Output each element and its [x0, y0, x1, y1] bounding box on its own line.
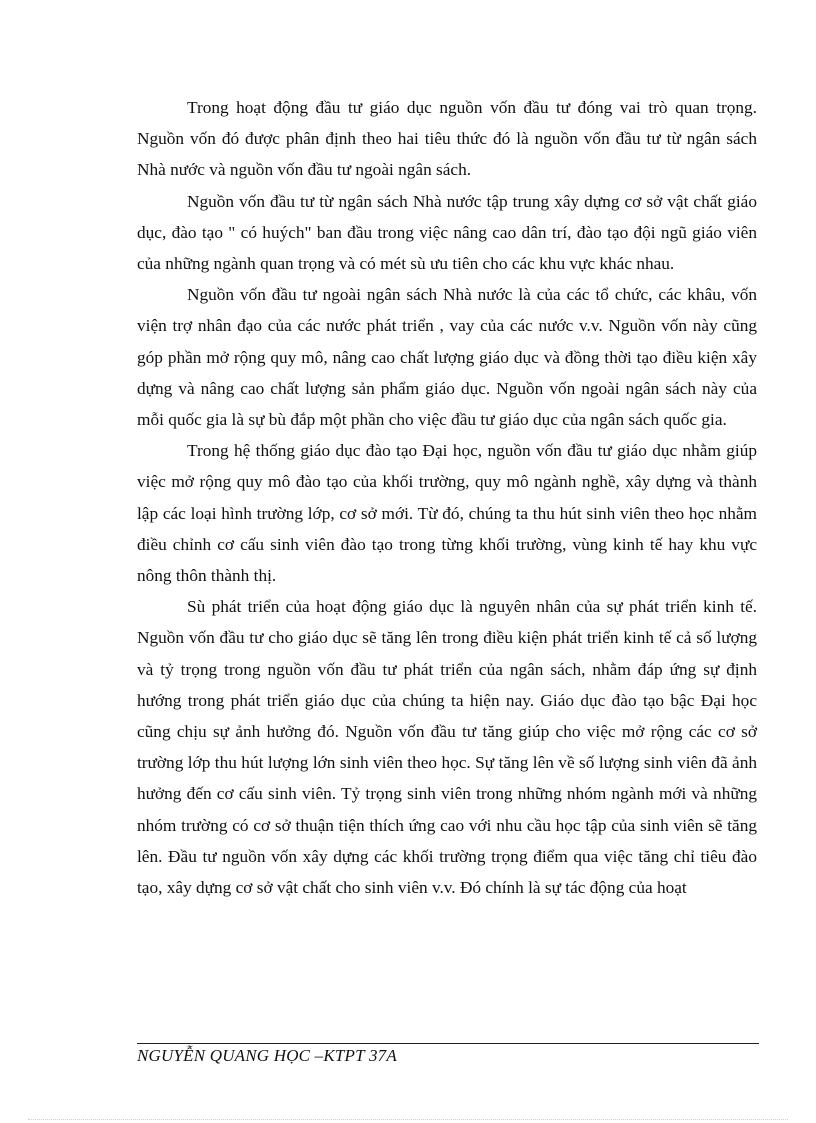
paragraph-3: Nguồn vốn đầu tư ngoài ngân sách Nhà nước là của các tổ chức, các khâu, vốn viện trợ nhân đạo của các nước phát triển , vay của các nước v.v. Nguồn vốn này cũng góp phần mở rộng quy mô, nâng cao chất lượng giáo dục và đồng thời tạo điều kiện xây dựng và nâng cao chất lượng sản phẩm giáo dục. Nguồn vốn ngoài ngân sách này của mỗi quốc gia là sự bù đắp một phần cho việc đầu tư giáo dục của ngân sách quốc gia. — [137, 285, 757, 430]
paragraph-4: Trong hệ thống giáo dục đào tạo Đại học, nguồn vốn đầu tư giáo dục nhằm giúp việc mở rộng quy mô đào tạo của khối trường, quy mô ngành nghề, xây dựng và thành lập các loại hình trường lớp, cơ sở mới. Từ đó, chúng ta thu hút sinh viên theo học nhằm điều chỉnh cơ cấu sinh viên đào tạo trong từng khối trường, vùng kinh tế hay khu vực nông thôn thành thị. — [137, 441, 757, 586]
footer-divider — [137, 1043, 759, 1044]
paragraph-5: Sù phát triển của hoạt động giáo dục là nguyên nhân của sự phát triển kinh tế. Nguồn vốn đầu tư cho giáo dục sẽ tăng lên trong điều kiện phát triển kinh tế cả số lượng và tỷ trọng trong nguồn vốn đầu tư phát triển của ngân sách, nhằm đáp ứng sự định hướng trong phát triển giáo dục của chúng ta hiện nay. Giáo dục đào tạo bậc Đại học cũng chịu sự ảnh hưởng đó. Nguồn vốn đầu tư tăng giúp cho việc mở rộng các cơ sở trường lớp thu hút lượng lớn sinh viên theo học. Sự tăng lên về số lượng sinh viên đã ảnh hưởng đến cơ cấu sinh viên. Tỷ trọng sinh viên trong những nhóm ngành mới và những nhóm trường có cơ sở thuận tiện thích ứng cao với nhu cầu học tập của sinh viên sẽ tăng lên. Đầu tư nguồn vốn xây dựng các khối trường trọng điểm qua việc tăng chỉ tiêu đào tạo, xây dựng cơ sở vật chất cho sinh viên v.v. Đó chính là sự tác động của hoạt — [137, 597, 757, 898]
paragraph-2: Nguồn vốn đầu tư từ ngân sách Nhà nước tập trung xây dựng cơ sở vật chất giáo dục, đào tạo " có huých" ban đầu trong việc nâng cao dân trí, đào tạo đội ngũ giáo viên của những ngành quan trọng và có mét sù ưu tiên cho các khu vực khác nhau. — [137, 191, 757, 274]
body-text — [137, 92, 757, 903]
page-bottom-border — [28, 1119, 788, 1120]
footer-author: NGUYỄN QUANG HỌC –KTPT 37A — [137, 1046, 397, 1065]
paragraph-1: Trong hoạt động đầu tư giáo dục nguồn vốn đầu tư đóng vai trò quan trọng. Nguồn vốn đó được phân định theo hai tiêu thức đó là nguồn vốn đầu tư từ ngân sách Nhà nước và nguồn vốn đầu tư ngoài ngân sách. — [137, 98, 757, 180]
